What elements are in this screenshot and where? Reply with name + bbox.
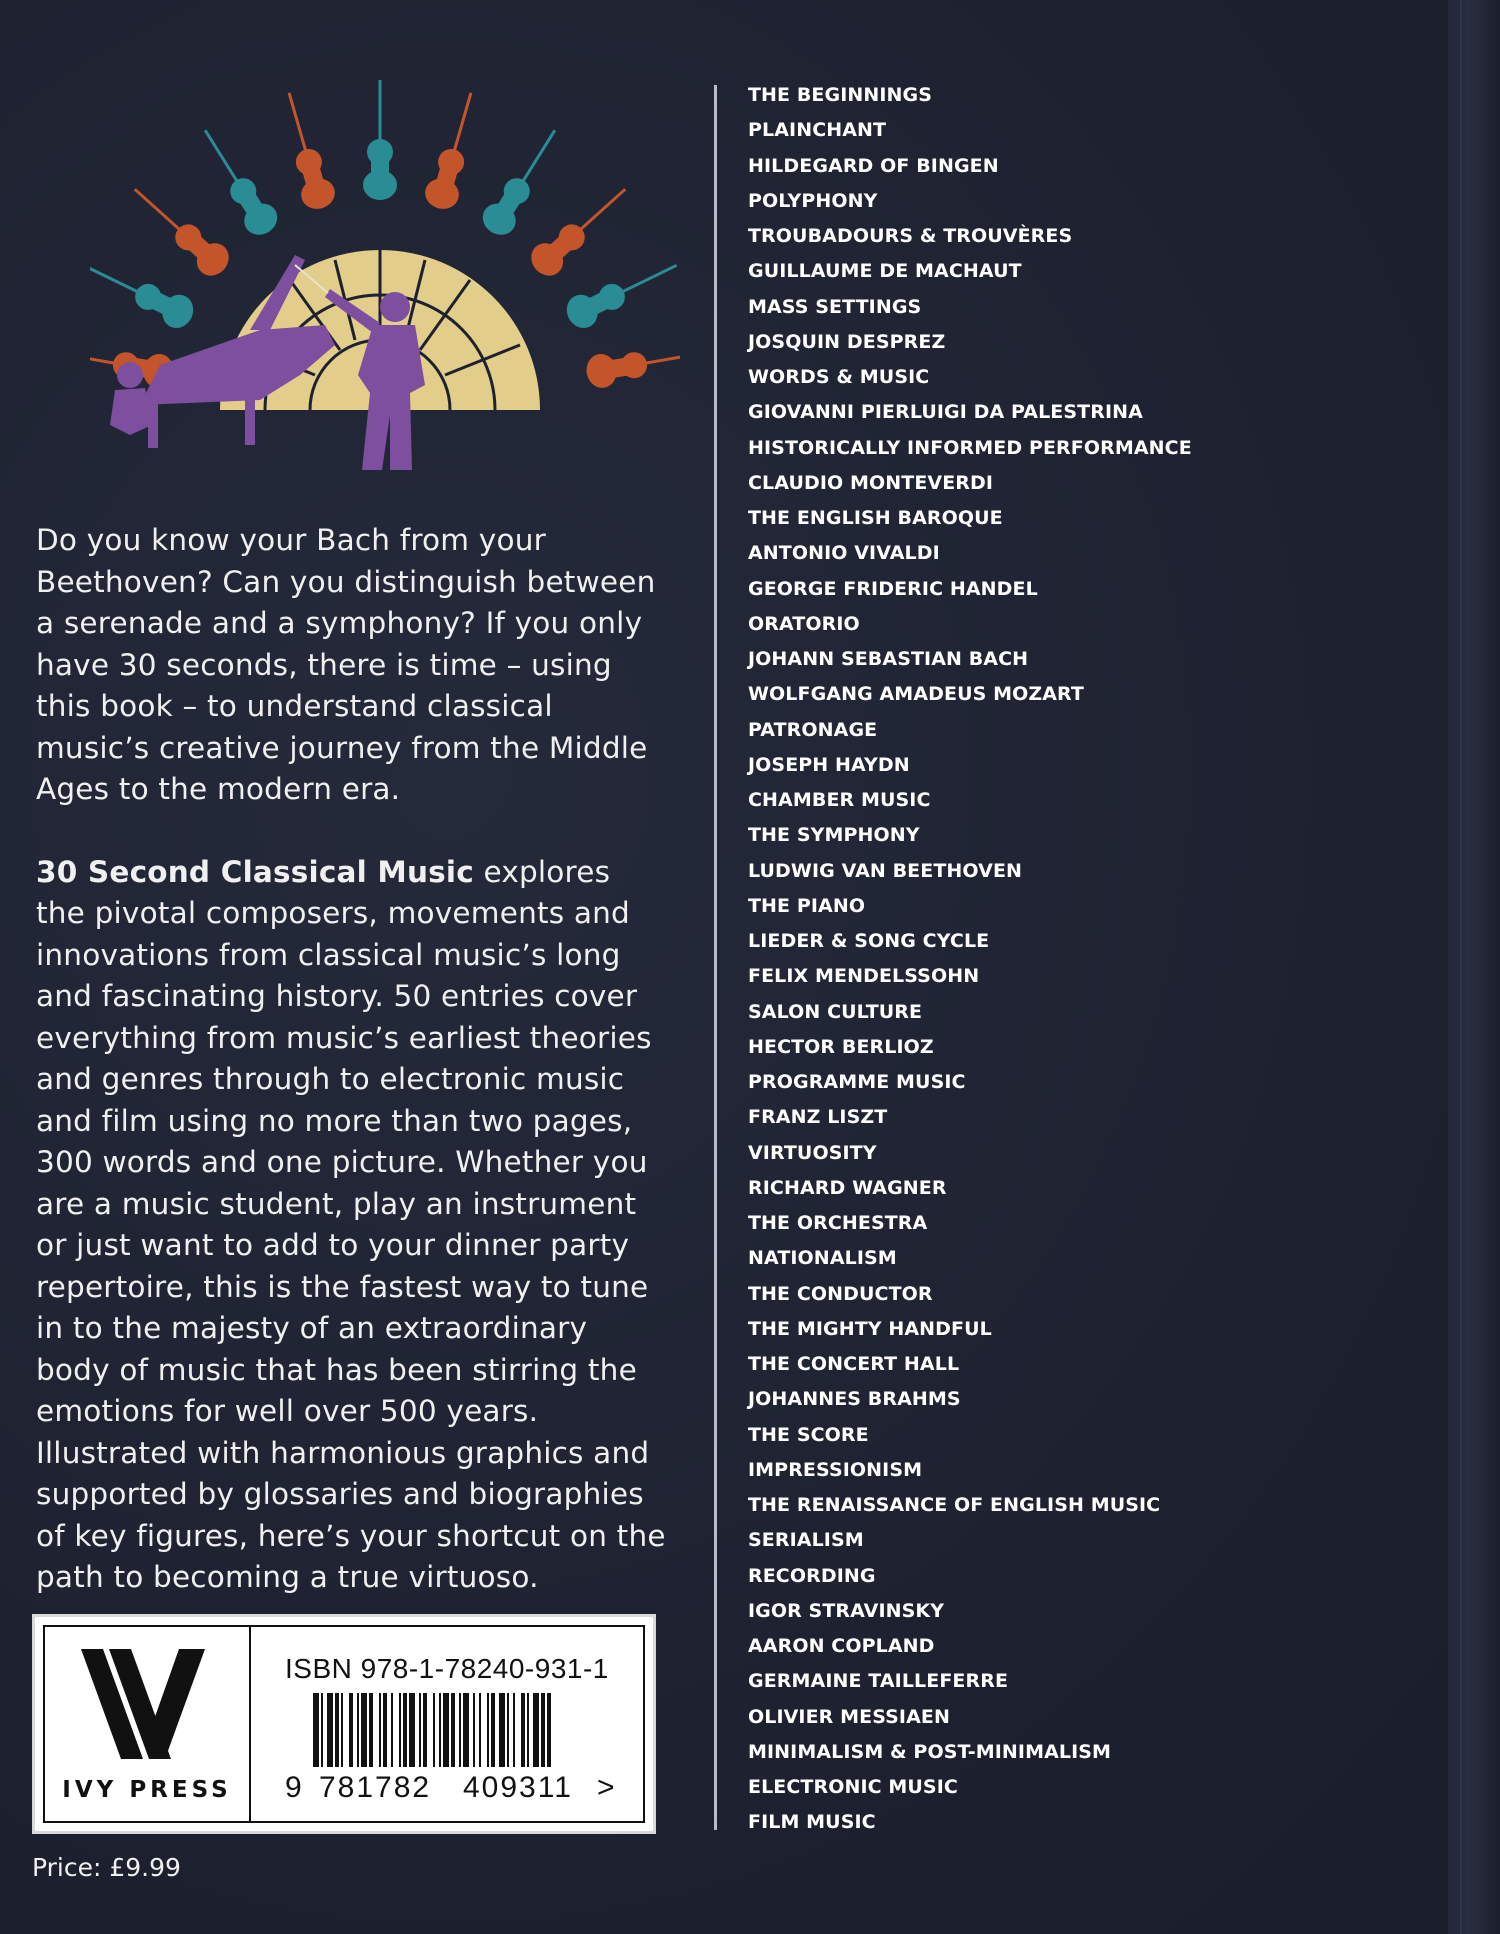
column-divider [714, 85, 717, 1830]
contents-item: HISTORICALLY INFORMED PERFORMANCE [748, 436, 1192, 459]
contents-item: AARON COPLAND [748, 1635, 935, 1657]
isbn-number: ISBN 978-1-78240-931-1 [285, 1653, 609, 1684]
contents-item: FELIX MENDELSSOHN [748, 965, 980, 988]
contents-item: JOHANNES BRAHMS [748, 1388, 961, 1411]
contents-item: SALON CULTURE [748, 1000, 923, 1023]
orchestra-illustration [90, 75, 680, 485]
publisher-logo [45, 1627, 251, 1821]
contents-item: RECORDING [748, 1564, 876, 1587]
barcode-panel [32, 1614, 656, 1834]
contents-item: IGOR STRAVINSKY [748, 1599, 945, 1622]
contents-item: GERMAINE TAILLEFERRE [748, 1670, 1009, 1693]
barcode [285, 1693, 625, 1803]
contents-item: THE PIANO [748, 894, 866, 917]
barcode-digit-lead: 9 [285, 1771, 302, 1803]
contents-item: WORDS & MUSIC [748, 366, 930, 388]
spine-fold-line [1460, 0, 1462, 1934]
contents-list [748, 82, 1448, 1845]
barcode-bars [313, 1693, 551, 1767]
contents-item: FILM MUSIC [748, 1811, 876, 1834]
contents-item: MASS SETTINGS [748, 295, 922, 318]
contents-item: CHAMBER MUSIC [748, 789, 931, 811]
contents-item: PLAINCHANT [748, 119, 887, 142]
ivy-press-logo-icon [81, 1649, 211, 1759]
contents-item: THE CONDUCTOR [748, 1282, 933, 1305]
contents-item: LUDWIG VAN BEETHOVEN [748, 859, 1023, 882]
contents-item: THE BEGINNINGS [748, 84, 933, 106]
contents-item: JOHANN SEBASTIAN BACH [748, 648, 1029, 670]
contents-item: FRANZ LISZT [748, 1106, 888, 1129]
contents-item: TROUBADOURS & TROUVÈRES [748, 225, 1073, 247]
contents-item: THE RENAISSANCE OF ENGLISH MUSIC [748, 1494, 1161, 1516]
contents-item: IMPRESSIONISM [748, 1458, 923, 1481]
contents-item: SERIALISM [748, 1529, 864, 1552]
description-paragraph-1: Do you know your Bach from your Beethoven? Can you distinguish between a serenade and a symphony? If you only have 30 seconds, there is time – using this book – to understand classical music’s creative journey from the Middle Ages to the modern era. [36, 523, 656, 806]
contents-item: HILDEGARD OF BINGEN [748, 154, 999, 177]
contents-item: THE SCORE [748, 1423, 869, 1446]
contents-item: THE SYMPHONY [748, 824, 920, 847]
contents-item: GUILLAUME DE MACHAUT [748, 260, 1022, 283]
contents-item: ELECTRONIC MUSIC [748, 1776, 958, 1798]
contents-item: PROGRAMME MUSIC [748, 1071, 966, 1093]
book-description [36, 520, 666, 1640]
contents-item: HECTOR BERLIOZ [748, 1035, 934, 1058]
description-paragraph-2-text: explores the pivotal composers, movements and innovations from classical music’s long and fascinating history. 50 entries cover everything from music’s earliest theories and genres through to electronic music and film using no more than two pages, 300 words and one picture. Whether you are a music student, play an instrument or just want to add to your dinner party repertoire, this is the fastest way to tune in to the majesty of an extraordinary body of music that has been stirring the emotions for well over 500 years. Illustrated with harmonious graphics and supported by glossaries and biographies of key figures, here’s your shortcut on the path to becoming a true virtuoso. [36, 854, 666, 1594]
contents-item: CLAUDIO MONTEVERDI [748, 471, 994, 494]
contents-item: JOSEPH HAYDN [748, 753, 910, 776]
contents-item: ORATORIO [748, 612, 860, 635]
barcode-digits-right: 409311 [463, 1771, 573, 1803]
contents-item: LIEDER & SONG CYCLE [748, 930, 990, 952]
contents-item: ANTONIO VIVALDI [748, 542, 940, 565]
publisher-name: IVY PRESS [62, 1777, 232, 1803]
book-title-inline: 30 Second Classical Music [36, 854, 474, 889]
contents-item: THE ORCHESTRA [748, 1212, 928, 1234]
contents-item: NATIONALISM [748, 1247, 897, 1270]
contents-item: WOLFGANG AMADEUS MOZART [748, 683, 1084, 706]
price-label: Price: £9.99 [32, 1853, 181, 1882]
cover-spine-edge [1448, 0, 1500, 1934]
contents-item: POLYPHONY [748, 189, 878, 212]
contents-item: THE ENGLISH BAROQUE [748, 507, 1003, 529]
description-paragraph-2 [36, 852, 666, 1599]
contents-item: OLIVIER MESSIAEN [748, 1705, 950, 1728]
contents-item: JOSQUIN DESPREZ [748, 330, 946, 353]
contents-item: MINIMALISM & POST-MINIMALISM [748, 1740, 1112, 1763]
barcode-digits-left: 781782 [319, 1771, 432, 1803]
contents-item: THE MIGHTY HANDFUL [748, 1317, 992, 1340]
contents-item: RICHARD WAGNER [748, 1176, 947, 1199]
contents-item: THE CONCERT HALL [748, 1353, 960, 1375]
barcode-digit-trail: > [597, 1771, 615, 1803]
contents-item: GIOVANNI PIERLUIGI DA PALESTRINA [748, 401, 1143, 424]
barcode-frame [43, 1625, 645, 1823]
contents-item: PATRONAGE [748, 718, 878, 741]
contents-item: GEORGE FRIDERIC HANDEL [748, 577, 1038, 600]
contents-item: VIRTUOSITY [748, 1141, 877, 1164]
